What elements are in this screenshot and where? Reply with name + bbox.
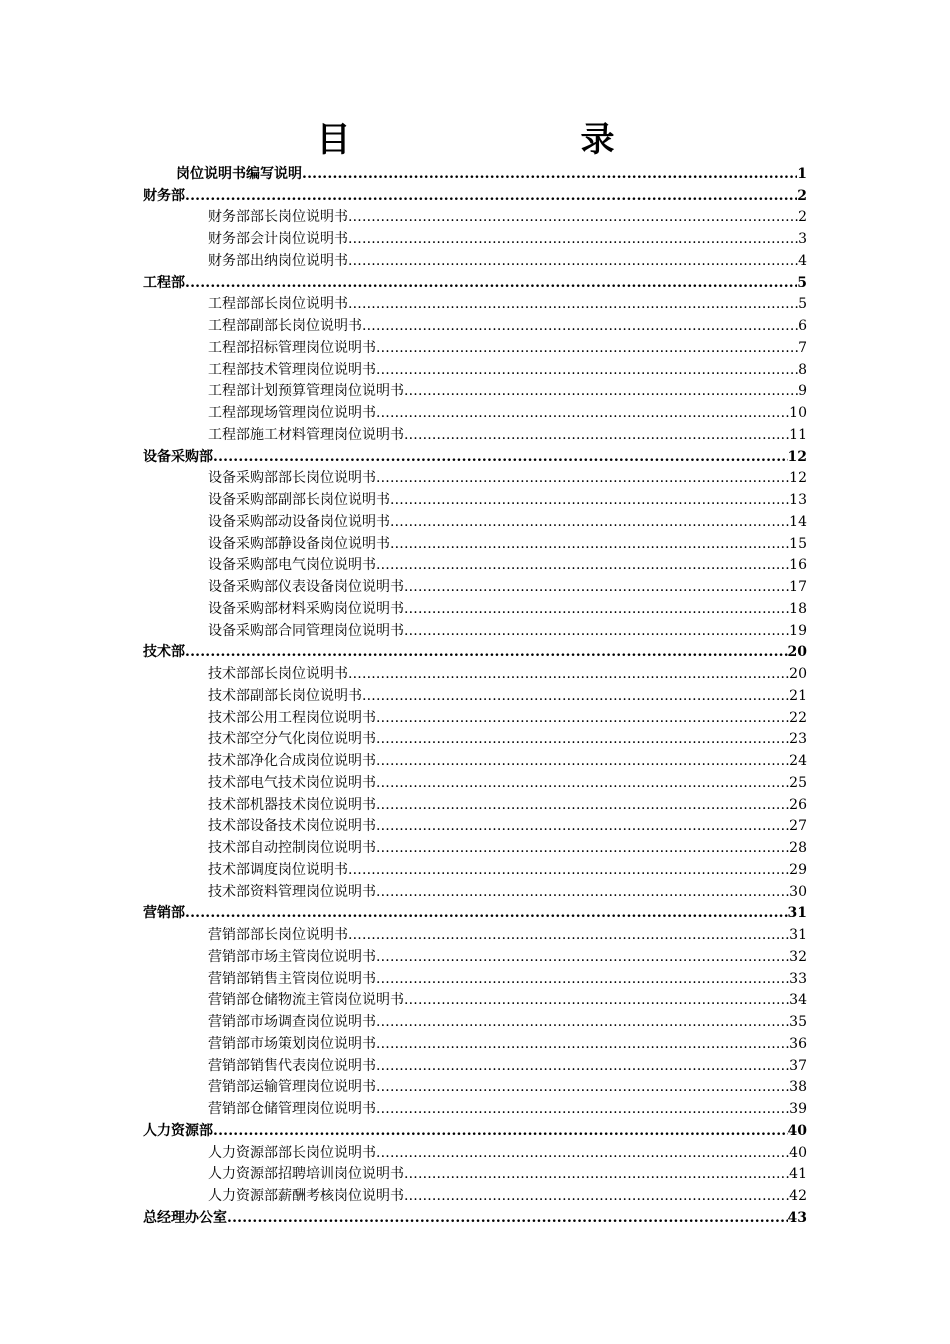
toc-subentry[interactable] xyxy=(143,683,807,705)
toc-dot-leader xyxy=(376,469,789,487)
toc-dot-leader xyxy=(376,709,789,727)
toc-page-number: 11 xyxy=(789,426,807,443)
toc-entry-label: 技术部资料管理岗位说明书 xyxy=(208,883,376,900)
toc-page-number: 40 xyxy=(787,1122,807,1139)
toc-page-number: 12 xyxy=(787,448,807,465)
toc-dot-leader xyxy=(227,1209,788,1227)
toc-entry-label: 技术部部长岗位说明书 xyxy=(208,666,348,682)
toc-subentry[interactable] xyxy=(143,248,807,270)
toc-page-number: 22 xyxy=(789,709,807,726)
page-title: 目 录 xyxy=(316,120,669,160)
toc-page-number: 20 xyxy=(787,644,807,661)
toc-entry-label: 营销部市场策划岗位说明书 xyxy=(208,1035,376,1052)
toc-subentry[interactable] xyxy=(143,379,807,401)
toc-page-number: 31 xyxy=(789,927,807,943)
toc-subentry[interactable] xyxy=(143,205,807,227)
toc-entry-label: 人力资源部招聘培训岗位说明书 xyxy=(208,1166,404,1183)
toc-entry-label: 营销部销售主管岗位说明书 xyxy=(208,970,376,987)
toc-section-entry[interactable] xyxy=(143,901,807,923)
toc-page-number: 2 xyxy=(798,209,807,226)
toc-dot-leader xyxy=(185,904,788,922)
toc-entry-label: 技术部公用工程岗位说明书 xyxy=(208,709,376,726)
toc-page-number: 27 xyxy=(789,818,807,835)
toc-entry-label: 设备采购部副部长岗位说明书 xyxy=(208,492,390,508)
toc-entry-label: 工程部招标管理岗位说明书 xyxy=(208,339,376,356)
toc-subentry[interactable] xyxy=(143,226,807,248)
toc-page-number: 29 xyxy=(789,861,807,878)
toc-subentry[interactable] xyxy=(143,879,807,901)
toc-subentry[interactable] xyxy=(143,357,807,379)
toc-dot-leader xyxy=(213,448,788,466)
toc-dot-leader xyxy=(404,578,789,596)
toc-dot-leader xyxy=(404,600,789,618)
toc-dot-leader xyxy=(362,687,789,705)
toc-entry-label: 营销部部长岗位说明书 xyxy=(208,927,348,943)
toc-subentry[interactable] xyxy=(143,466,807,488)
toc-page-number: 24 xyxy=(789,753,807,769)
toc-subentry[interactable] xyxy=(143,770,807,792)
toc-page-number: 28 xyxy=(789,840,807,856)
toc-page-number: 30 xyxy=(789,883,807,900)
toc-subentry[interactable] xyxy=(143,792,807,814)
toc-subentry[interactable] xyxy=(143,1140,807,1162)
toc-dot-leader xyxy=(376,839,789,857)
toc-entry-label: 财务部部长岗位说明书 xyxy=(208,209,348,226)
toc-entry-label: 设备采购部电气岗位说明书 xyxy=(208,557,376,574)
toc-subentry[interactable] xyxy=(143,487,807,509)
toc-page-number: 26 xyxy=(789,796,807,813)
toc-entry-label: 技术部机器技术岗位说明书 xyxy=(208,796,376,813)
toc-dot-leader xyxy=(376,970,789,988)
toc-subentry[interactable] xyxy=(143,292,807,314)
toc-entry-label: 技术部净化合成岗位说明书 xyxy=(208,753,376,769)
toc-dot-leader xyxy=(348,861,789,879)
toc-dot-leader xyxy=(390,491,789,509)
toc-subentry[interactable] xyxy=(143,988,807,1010)
toc-page-number: 2 xyxy=(797,187,807,204)
toc-dot-leader xyxy=(213,1122,788,1140)
toc-subentry[interactable] xyxy=(143,1075,807,1097)
toc-dot-leader xyxy=(404,622,789,640)
toc-dot-leader xyxy=(376,1013,789,1031)
toc-entry-label: 工程部计划预算管理岗位说明书 xyxy=(208,383,404,400)
toc-page-number: 39 xyxy=(789,1101,807,1117)
toc-entry-label: 人力资源部部长岗位说明书 xyxy=(208,1144,376,1161)
toc-subentry[interactable] xyxy=(143,596,807,618)
toc-dot-leader xyxy=(348,665,789,683)
toc-subentry[interactable] xyxy=(143,574,807,596)
toc-dot-leader xyxy=(376,404,789,422)
toc-subentry[interactable] xyxy=(143,748,807,770)
toc-page-number: 36 xyxy=(789,1035,807,1052)
toc-dot-leader xyxy=(185,274,797,292)
toc-page-number: 33 xyxy=(789,970,807,987)
toc-dot-leader xyxy=(404,426,789,444)
toc-subentry[interactable] xyxy=(143,944,807,966)
toc-subentry[interactable] xyxy=(143,966,807,988)
toc-dot-leader xyxy=(390,513,789,531)
toc-dot-leader xyxy=(376,730,789,748)
toc-dot-leader xyxy=(376,1100,789,1118)
toc-subentry[interactable] xyxy=(143,814,807,836)
toc-dot-leader xyxy=(376,1078,789,1096)
toc-dot-leader xyxy=(404,1165,789,1183)
toc-page-number: 31 xyxy=(787,905,807,922)
toc-page-number: 34 xyxy=(789,992,807,1009)
toc-subentry[interactable] xyxy=(143,1183,807,1205)
toc-entry-label: 总经理办公室 xyxy=(143,1209,227,1226)
table-of-contents xyxy=(143,161,807,1227)
toc-entry-label: 设备采购部部长岗位说明书 xyxy=(208,470,376,487)
toc-entry-label: 设备采购部材料采购岗位说明书 xyxy=(208,600,404,617)
toc-entry-label: 设备采购部 xyxy=(143,448,213,465)
toc-page-number: 6 xyxy=(798,318,807,334)
toc-page-number: 19 xyxy=(789,622,807,639)
toc-entry-label: 技术部空分气化岗位说明书 xyxy=(208,731,376,748)
toc-section-entry[interactable] xyxy=(143,1205,807,1227)
toc-page-number: 35 xyxy=(789,1014,807,1030)
toc-dot-leader xyxy=(185,187,797,205)
toc-dot-leader xyxy=(348,252,798,270)
toc-entry-label: 工程部 xyxy=(143,274,185,291)
toc-dot-leader xyxy=(376,1035,789,1053)
toc-dot-leader xyxy=(404,991,789,1009)
toc-entry-label: 设备采购部合同管理岗位说明书 xyxy=(208,622,404,639)
toc-page-number: 38 xyxy=(789,1079,807,1096)
toc-page-number: 20 xyxy=(789,666,807,682)
toc-page-number: 15 xyxy=(789,535,807,552)
toc-dot-leader xyxy=(376,752,789,770)
toc-dot-leader xyxy=(376,556,789,574)
toc-entry-label: 工程部现场管理岗位说明书 xyxy=(208,405,376,421)
toc-entry-label: 人力资源部薪酬考核岗位说明书 xyxy=(208,1188,404,1204)
toc-subentry[interactable] xyxy=(143,661,807,683)
toc-page-number: 43 xyxy=(787,1209,807,1226)
toc-entry-label: 技术部调度岗位说明书 xyxy=(208,861,348,878)
toc-entry-label: 营销部仓储管理岗位说明书 xyxy=(208,1101,376,1117)
toc-page-number: 42 xyxy=(789,1188,807,1204)
toc-dot-leader xyxy=(404,382,798,400)
toc-page-number: 7 xyxy=(798,339,807,356)
toc-page-number: 23 xyxy=(789,731,807,748)
toc-entry-label: 技术部 xyxy=(143,644,185,661)
toc-entry-label: 工程部技术管理岗位说明书 xyxy=(208,361,376,378)
toc-entry-label: 技术部设备技术岗位说明书 xyxy=(208,818,376,835)
toc-subentry[interactable] xyxy=(143,1053,807,1075)
toc-entry-label: 设备采购部静设备岗位说明书 xyxy=(208,535,390,552)
toc-page-number: 17 xyxy=(789,579,807,595)
toc-section-entry[interactable] xyxy=(143,183,807,205)
toc-subentry[interactable] xyxy=(143,335,807,357)
toc-page-number: 5 xyxy=(798,296,807,313)
toc-subentry[interactable] xyxy=(143,705,807,727)
toc-subentry[interactable] xyxy=(143,422,807,444)
toc-entry-label: 财务部 xyxy=(143,187,185,204)
toc-section-entry[interactable] xyxy=(143,444,807,466)
toc-page-number: 12 xyxy=(789,470,807,487)
toc-entry-label: 设备采购部动设备岗位说明书 xyxy=(208,513,390,530)
toc-dot-leader xyxy=(376,1057,789,1075)
toc-subentry[interactable] xyxy=(143,727,807,749)
toc-subentry[interactable] xyxy=(143,1096,807,1118)
toc-entry-label: 营销部市场调查岗位说明书 xyxy=(208,1014,376,1030)
toc-entry-label: 营销部销售代表岗位说明书 xyxy=(208,1057,376,1074)
toc-entry-label: 工程部副部长岗位说明书 xyxy=(208,318,362,334)
toc-dot-leader xyxy=(376,774,789,792)
toc-page-number: 37 xyxy=(789,1057,807,1074)
toc-page-number: 16 xyxy=(789,557,807,574)
toc-dot-leader xyxy=(302,165,797,183)
toc-subentry[interactable] xyxy=(143,835,807,857)
toc-page-number: 8 xyxy=(798,361,807,378)
toc-section-entry[interactable] xyxy=(143,640,807,662)
toc-entry-label: 工程部部长岗位说明书 xyxy=(208,296,348,313)
toc-entry-label: 技术部副部长岗位说明书 xyxy=(208,687,362,704)
toc-dot-leader xyxy=(376,361,798,379)
toc-entry-label: 营销部运输管理岗位说明书 xyxy=(208,1079,376,1096)
toc-dot-leader xyxy=(376,796,789,814)
toc-dot-leader xyxy=(185,643,788,661)
toc-page-number: 40 xyxy=(789,1144,807,1161)
toc-dot-leader xyxy=(348,208,798,226)
toc-page-number: 14 xyxy=(789,513,807,530)
toc-subentry[interactable] xyxy=(143,509,807,531)
toc-page-number: 4 xyxy=(798,252,807,269)
toc-page-number: 1 xyxy=(797,165,807,182)
toc-dot-leader xyxy=(376,948,789,966)
toc-page-number: 21 xyxy=(789,687,807,704)
toc-dot-leader xyxy=(404,1187,789,1205)
toc-entry-label: 设备采购部仪表设备岗位说明书 xyxy=(208,579,404,595)
toc-dot-leader xyxy=(376,817,789,835)
toc-dot-leader xyxy=(362,317,798,335)
toc-page-number: 18 xyxy=(789,600,807,617)
toc-dot-leader xyxy=(376,883,789,901)
toc-page-number: 9 xyxy=(798,383,807,400)
toc-page-number: 32 xyxy=(789,948,807,965)
toc-entry-label: 工程部施工材料管理岗位说明书 xyxy=(208,426,404,443)
toc-dot-leader xyxy=(348,926,789,944)
toc-entry-label: 人力资源部 xyxy=(143,1122,213,1139)
toc-section-entry[interactable] xyxy=(143,161,807,183)
toc-subentry[interactable] xyxy=(143,1031,807,1053)
toc-page-number: 10 xyxy=(789,405,807,421)
toc-subentry[interactable] xyxy=(143,1162,807,1184)
toc-page-number: 41 xyxy=(789,1166,807,1183)
toc-entry-label: 营销部仓储物流主管岗位说明书 xyxy=(208,992,404,1009)
toc-page-number: 13 xyxy=(789,492,807,508)
toc-dot-leader xyxy=(376,1144,789,1162)
toc-subentry[interactable] xyxy=(143,313,807,335)
toc-subentry[interactable] xyxy=(143,531,807,553)
toc-subentry[interactable] xyxy=(143,857,807,879)
toc-subentry[interactable] xyxy=(143,618,807,640)
toc-subentry[interactable] xyxy=(143,922,807,944)
toc-dot-leader xyxy=(348,230,798,248)
toc-dot-leader xyxy=(348,295,798,313)
toc-entry-label: 岗位说明书编写说明 xyxy=(176,165,302,182)
toc-subentry[interactable] xyxy=(143,553,807,575)
toc-entry-label: 营销部市场主管岗位说明书 xyxy=(208,948,376,965)
toc-page-number: 5 xyxy=(797,274,807,291)
toc-entry-label: 财务部出纳岗位说明书 xyxy=(208,252,348,269)
toc-page-number: 25 xyxy=(789,774,807,791)
toc-entry-label: 营销部 xyxy=(143,905,185,922)
toc-subentry[interactable] xyxy=(143,400,807,422)
toc-section-entry[interactable] xyxy=(143,270,807,292)
toc-subentry[interactable] xyxy=(143,1009,807,1031)
toc-dot-leader xyxy=(390,535,789,553)
toc-page-number: 3 xyxy=(798,231,807,247)
toc-entry-label: 技术部电气技术岗位说明书 xyxy=(208,774,376,791)
toc-entry-label: 技术部自动控制岗位说明书 xyxy=(208,840,376,856)
toc-entry-label: 财务部会计岗位说明书 xyxy=(208,231,348,247)
toc-section-entry[interactable] xyxy=(143,1118,807,1140)
toc-dot-leader xyxy=(376,339,798,357)
